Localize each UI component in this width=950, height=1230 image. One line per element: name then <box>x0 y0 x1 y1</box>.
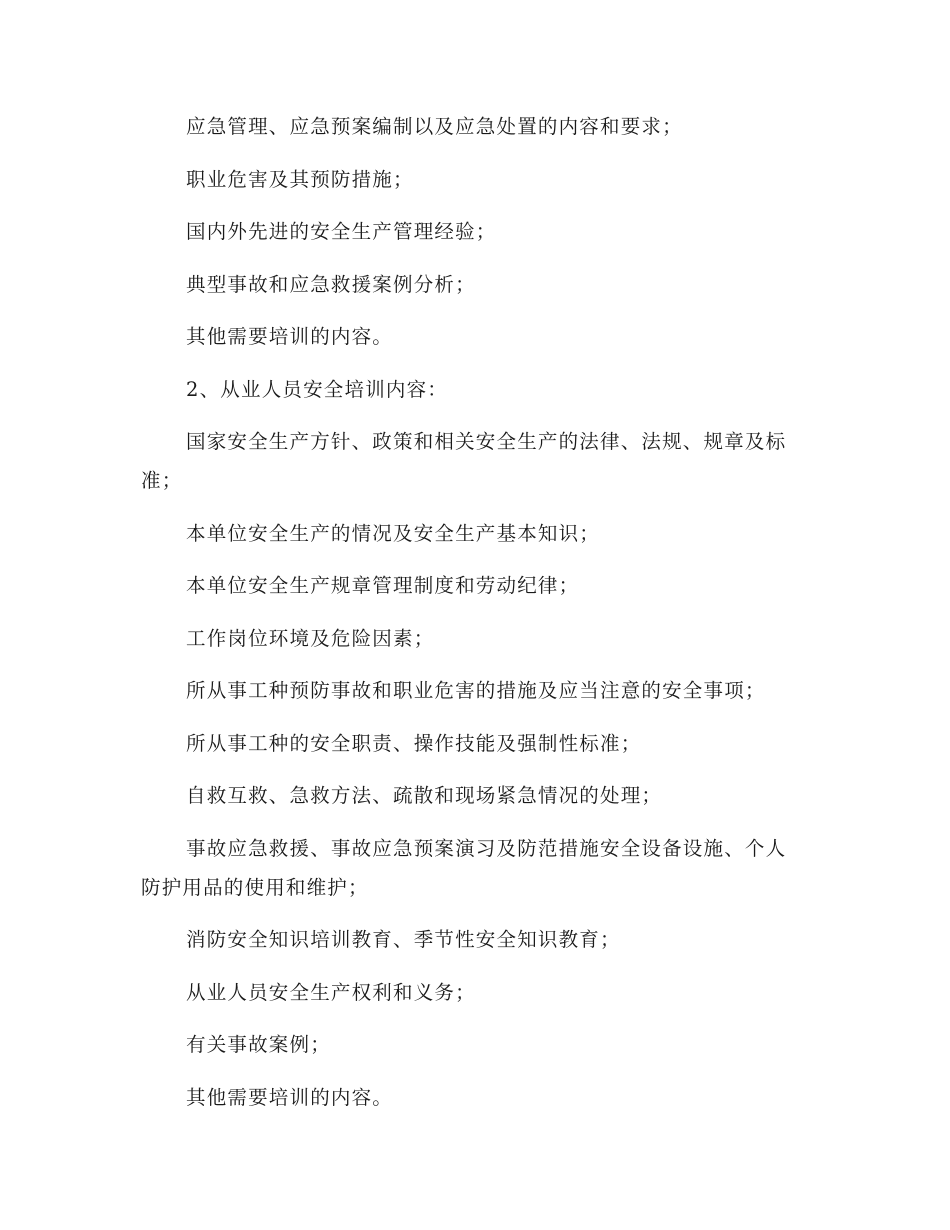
paragraph-other-training: 其他需要培训的内容。 <box>186 325 394 348</box>
paragraph-national-policy: 国家安全生产方针、政策和相关安全生产的法律、法规、规章及标准； <box>141 430 787 492</box>
paragraph-other-training-final: 其他需要培训的内容。 <box>186 1085 394 1109</box>
paragraph-typical-cases: 典型事故和应急救援案例分析； <box>186 272 476 296</box>
paragraph-self-rescue: 自救互救、急救方法、疏散和现场紧急情况的处理； <box>186 784 663 807</box>
document-body <box>141 107 799 1130</box>
paragraph-safety-duties: 所从事工种的安全职责、操作技能及强制性标准； <box>186 731 642 755</box>
paragraph-accident-cases: 有关事故案例； <box>186 1033 331 1056</box>
paragraph-advanced-experience: 国内外先进的安全生产管理经验； <box>186 220 497 243</box>
section-heading-employee-training: 2、从业人员安全培训内容： <box>186 377 449 401</box>
paragraph-emergency-management: 应急管理、应急预案编制以及应急处置的内容和要求； <box>186 115 683 138</box>
paragraph-workplace-risks: 工作岗位环境及危险因素； <box>186 626 435 650</box>
paragraph-rules-discipline: 本单位安全生产规章管理制度和劳动纪律； <box>186 574 580 597</box>
paragraph-unit-situation: 本单位安全生产的情况及安全生产基本知识； <box>186 521 601 545</box>
paragraph-occupational-hazards: 职业危害及其预防措施； <box>186 167 414 191</box>
paragraph-fire-safety: 消防安全知识培训教育、季节性安全知识教育； <box>186 928 621 951</box>
paragraph-prevention-measures: 所从事工种预防事故和职业危害的措施及应当注意的安全事项； <box>186 679 766 702</box>
paragraph-rights-obligations: 从业人员安全生产权利和义务； <box>186 980 476 1004</box>
paragraph-emergency-rescue: 事故应急救援、事故应急预案演习及防范措施安全设备设施、个人防护用品的使用和维护； <box>141 836 787 899</box>
